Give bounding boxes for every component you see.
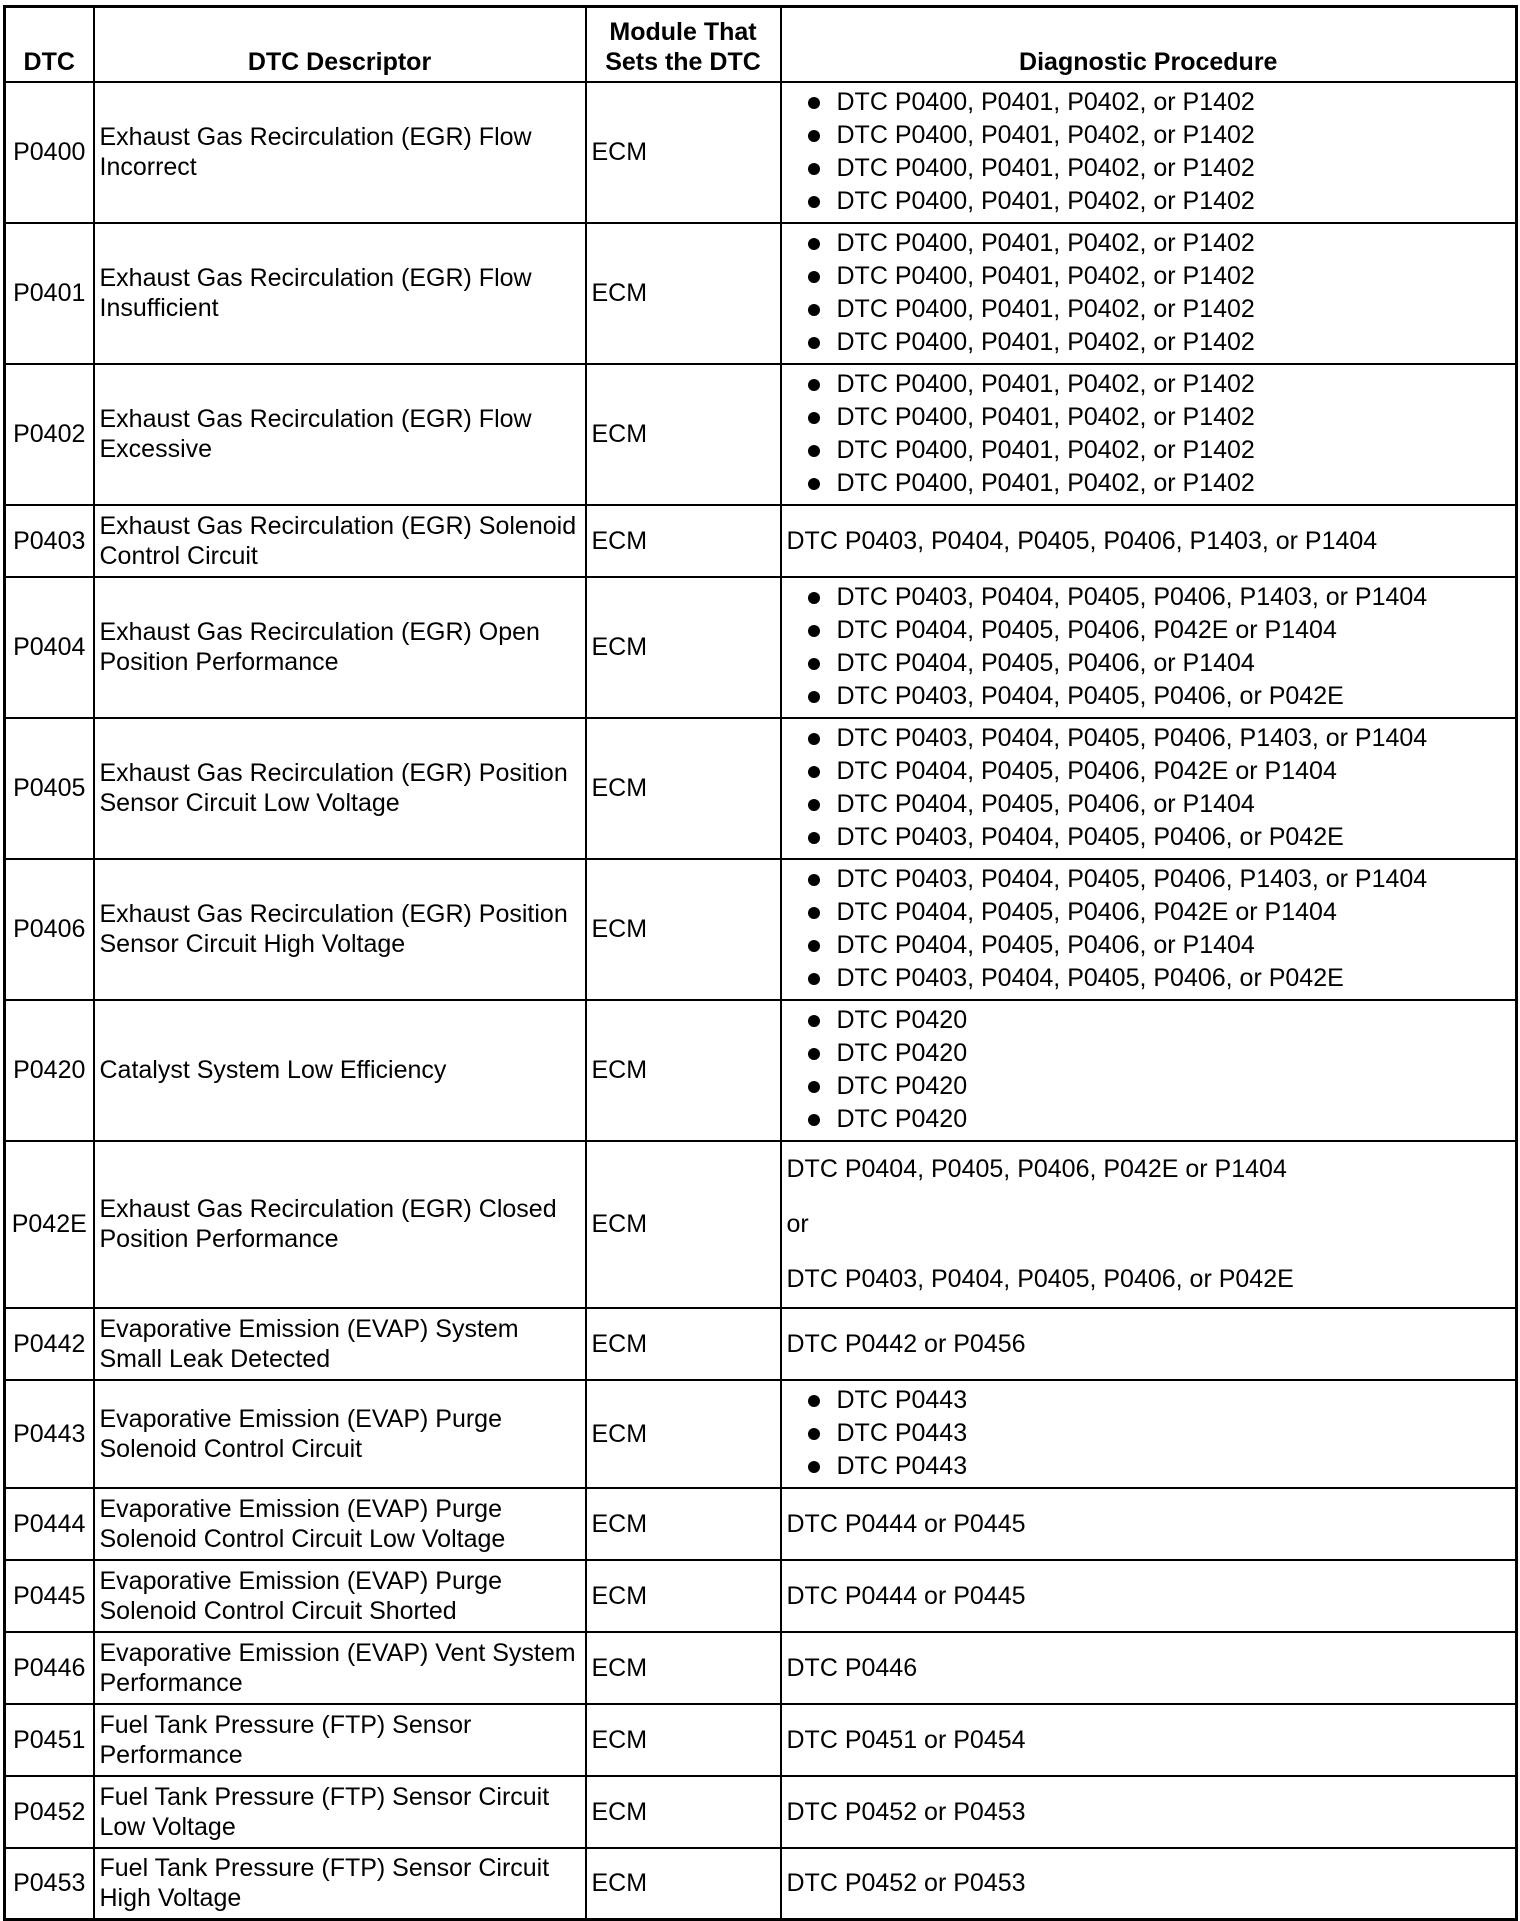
dtc-descriptor: Evaporative Emission (EVAP) Purge Solenoid Control Circuit (94, 1380, 586, 1488)
table-row (5, 1308, 1517, 1380)
dtc-descriptor: Exhaust Gas Recirculation (EGR) Open Position Performance (94, 577, 586, 718)
procedure-link[interactable]: DTC P0444 or P0445 (786, 1509, 1026, 1538)
bullet-icon (808, 196, 820, 208)
procedure-link[interactable]: DTC P0420 (836, 1105, 968, 1133)
procedure-list-item (787, 1103, 1511, 1136)
bullet-icon (808, 1081, 820, 1093)
procedure-list (787, 581, 1511, 713)
bullet-icon (808, 271, 820, 283)
procedure-list-item (787, 152, 1511, 185)
procedure-link[interactable]: DTC P0420 (836, 1072, 968, 1100)
procedure-link[interactable]: DTC P0446 (786, 1653, 918, 1682)
procedure-link[interactable]: DTC P0400, P0401, P0402, or P1402 (836, 370, 1255, 398)
bullet-icon (808, 832, 820, 844)
procedure-list (787, 86, 1511, 218)
procedure-link[interactable]: DTC P0400, P0401, P0402, or P1402 (836, 436, 1255, 464)
header-module (586, 7, 781, 82)
header-module-line1: Module That (609, 17, 757, 46)
procedure-link[interactable]: DTC P0403, P0404, P0405, P0406, P1403, or P1404 (836, 724, 1428, 752)
table-row (5, 1560, 1517, 1632)
dtc-code: P0442 (5, 1308, 94, 1380)
bullet-icon (808, 625, 820, 637)
table-row (5, 82, 1517, 223)
bullet-icon (808, 478, 820, 490)
procedure-list-item (787, 1384, 1511, 1417)
procedure-link[interactable]: DTC P0403, P0404, P0405, P0406, P1403, or P1404 (836, 583, 1428, 611)
dtc-code: P0403 (5, 505, 94, 577)
bullet-icon (808, 412, 820, 424)
bullet-icon (808, 940, 820, 952)
module-name: ECM (586, 364, 781, 505)
bullet-icon (808, 97, 820, 109)
diagnostic-procedure (781, 505, 1517, 577)
procedure-link[interactable]: DTC P0442 or P0456 (786, 1329, 1026, 1358)
procedure-link[interactable]: DTC P0443 (836, 1452, 968, 1480)
dtc-descriptor: Exhaust Gas Recirculation (EGR) Flow Excessive (94, 364, 586, 505)
diagnostic-procedure (781, 1141, 1517, 1308)
procedure-list-item (787, 962, 1511, 995)
procedure-list-item (787, 863, 1511, 896)
bullet-icon (808, 766, 820, 778)
procedure-link[interactable]: DTC P0404, P0405, P0406, or P1404 (836, 790, 1255, 818)
module-name: ECM (586, 577, 781, 718)
procedure-link[interactable]: DTC P0404, P0405, P0406, P042E or P1404 (836, 616, 1337, 644)
table-row (5, 859, 1517, 1000)
module-name: ECM (586, 1704, 781, 1776)
bullet-icon (808, 238, 820, 250)
table-row (5, 718, 1517, 859)
module-name: ECM (586, 223, 781, 364)
table-row (5, 1488, 1517, 1560)
diagnostic-procedure (781, 1000, 1517, 1141)
procedure-link[interactable]: DTC P0451 or P0454 (786, 1725, 1026, 1754)
procedure-link[interactable]: DTC P0404, P0405, P0406, or P1404 (836, 931, 1255, 959)
module-name: ECM (586, 1308, 781, 1380)
procedure-link[interactable]: DTC P0452 or P0453 (786, 1797, 1026, 1826)
procedure-list-item (787, 293, 1511, 326)
procedure-link[interactable]: DTC P0400, P0401, P0402, or P1402 (836, 121, 1255, 149)
dtc-code: P0404 (5, 577, 94, 718)
procedure-link[interactable]: DTC P0400, P0401, P0402, or P1402 (836, 187, 1255, 215)
diagnostic-procedure (781, 859, 1517, 1000)
procedure-link[interactable]: DTC P0400, P0401, P0402, or P1402 (836, 154, 1255, 182)
module-name: ECM (586, 1380, 781, 1488)
procedure-list-item (787, 821, 1511, 854)
procedure-list-item (787, 368, 1511, 401)
bullet-icon (808, 337, 820, 349)
procedure-link[interactable]: DTC P0404, P0405, P0406, P042E or P1404 (836, 757, 1337, 785)
procedure-link[interactable]: DTC P0400, P0401, P0402, or P1402 (836, 403, 1255, 431)
dtc-code: P0443 (5, 1380, 94, 1488)
procedure-list-item (787, 326, 1511, 359)
bullet-icon (808, 874, 820, 886)
module-name: ECM (586, 1848, 781, 1920)
procedure-list-item (787, 1037, 1511, 1070)
header-procedure: Diagnostic Procedure (781, 7, 1517, 82)
bullet-icon (808, 1114, 820, 1126)
module-name: ECM (586, 1560, 781, 1632)
table-row (5, 223, 1517, 364)
procedure-list-item (787, 929, 1511, 962)
procedure-list-item (787, 680, 1511, 713)
procedure-list-item (787, 1450, 1511, 1483)
procedure-list-item (787, 434, 1511, 467)
dtc-descriptor: Fuel Tank Pressure (FTP) Sensor Circuit High Voltage (94, 1848, 586, 1920)
bullet-icon (808, 592, 820, 604)
procedure-list-item (787, 467, 1511, 500)
diagnostic-procedure (781, 1488, 1517, 1560)
table-row (5, 1632, 1517, 1704)
procedure-list (787, 863, 1511, 995)
dtc-code: P042E (5, 1141, 94, 1308)
procedure-list-item (787, 119, 1511, 152)
bullet-icon (808, 304, 820, 316)
diagnostic-procedure (781, 1380, 1517, 1488)
bullet-icon (808, 163, 820, 175)
dtc-code: P0453 (5, 1848, 94, 1920)
procedure-list-item (787, 788, 1511, 821)
table-row (5, 577, 1517, 718)
bullet-icon (808, 1461, 820, 1473)
dtc-table (3, 5, 1518, 1921)
bullet-icon (808, 379, 820, 391)
procedure-link[interactable]: DTC P0400, P0401, P0402, or P1402 (836, 328, 1255, 356)
dtc-descriptor: Fuel Tank Pressure (FTP) Sensor Circuit Low Voltage (94, 1776, 586, 1848)
module-name: ECM (586, 505, 781, 577)
module-name: ECM (586, 1776, 781, 1848)
bullet-icon (808, 691, 820, 703)
dtc-descriptor: Exhaust Gas Recirculation (EGR) Flow Incorrect (94, 82, 586, 223)
table-row (5, 1848, 1517, 1920)
bullet-icon (808, 733, 820, 745)
procedure-link[interactable]: DTC P0403, P0404, P0405, P0406, or P042E (786, 1264, 1294, 1293)
header-dtc: DTC (5, 7, 94, 82)
procedure-link[interactable]: DTC P0400, P0401, P0402, or P1402 (836, 262, 1255, 290)
module-name: ECM (586, 1488, 781, 1560)
module-name: ECM (586, 1632, 781, 1704)
procedure-link[interactable]: DTC P0400, P0401, P0402, or P1402 (836, 229, 1255, 257)
bullet-icon (808, 907, 820, 919)
procedure-list (787, 368, 1511, 500)
bullet-icon (808, 658, 820, 670)
procedure-list-item (787, 581, 1511, 614)
dtc-descriptor: Evaporative Emission (EVAP) Vent System Performance (94, 1632, 586, 1704)
diagnostic-procedure (781, 1704, 1517, 1776)
module-name: ECM (586, 859, 781, 1000)
bullet-icon (808, 1395, 820, 1407)
diagnostic-procedure (781, 1848, 1517, 1920)
procedure-link[interactable]: DTC P0403, P0404, P0405, P0406, or P042E (836, 964, 1344, 992)
dtc-code: P0420 (5, 1000, 94, 1141)
bullet-icon (808, 1015, 820, 1027)
procedure-link[interactable]: DTC P0400, P0401, P0402, or P1402 (836, 88, 1255, 116)
diagnostic-procedure (781, 1560, 1517, 1632)
dtc-descriptor: Fuel Tank Pressure (FTP) Sensor Performance (94, 1704, 586, 1776)
diagnostic-procedure (781, 1776, 1517, 1848)
procedure-list-item (787, 614, 1511, 647)
table-header-row (5, 7, 1517, 82)
dtc-code: P0401 (5, 223, 94, 364)
dtc-descriptor: Exhaust Gas Recirculation (EGR) Flow Insufficient (94, 223, 586, 364)
diagnostic-procedure (781, 1632, 1517, 1704)
dtc-descriptor: Exhaust Gas Recirculation (EGR) Position Sensor Circuit High Voltage (94, 859, 586, 1000)
dtc-code: P0445 (5, 1560, 94, 1632)
dtc-code: P0402 (5, 364, 94, 505)
procedure-link[interactable]: DTC P0452 or P0453 (786, 1869, 1026, 1898)
procedure-list (787, 722, 1511, 854)
procedure-list (787, 1384, 1511, 1483)
procedure-list-item (787, 1417, 1511, 1450)
procedure-link[interactable]: DTC P0404, P0405, P0406, or P1404 (836, 649, 1255, 677)
procedure-list (787, 1004, 1511, 1136)
dtc-code: P0452 (5, 1776, 94, 1848)
bullet-icon (808, 1428, 820, 1440)
dtc-code: P0400 (5, 82, 94, 223)
bullet-icon (808, 130, 820, 142)
diagnostic-procedure (781, 718, 1517, 859)
dtc-descriptor: Exhaust Gas Recirculation (EGR) Position Sensor Circuit Low Voltage (94, 718, 586, 859)
module-name: ECM (586, 1000, 781, 1141)
procedure-link[interactable]: DTC P0444 or P0445 (786, 1581, 1026, 1610)
procedure-link[interactable]: DTC P0443 (836, 1419, 968, 1447)
table-row (5, 364, 1517, 505)
module-name: ECM (586, 82, 781, 223)
procedure-list-item (787, 896, 1511, 929)
procedure-link[interactable]: DTC P0404, P0405, P0406, P042E or P1404 (836, 898, 1337, 926)
procedure-list-item (787, 1070, 1511, 1103)
header-descriptor: DTC Descriptor (94, 7, 586, 82)
procedure-link[interactable]: DTC P0403, P0404, P0405, P0406, P1403, or P1404 (836, 865, 1428, 893)
dtc-code: P0446 (5, 1632, 94, 1704)
procedure-list (787, 227, 1511, 359)
dtc-descriptor: Exhaust Gas Recirculation (EGR) Solenoid Control Circuit (94, 505, 586, 577)
dtc-code: P0406 (5, 859, 94, 1000)
procedure-list-item (787, 86, 1511, 119)
procedure-list-item (787, 722, 1511, 755)
module-name: ECM (586, 718, 781, 859)
table-row (5, 1704, 1517, 1776)
procedure-link[interactable]: DTC P0420 (836, 1039, 968, 1067)
dtc-descriptor: Evaporative Emission (EVAP) Purge Solenoid Control Circuit Low Voltage (94, 1488, 586, 1560)
bullet-icon (808, 973, 820, 985)
procedure-list-item (787, 185, 1511, 218)
bullet-icon (808, 1048, 820, 1060)
diagnostic-procedure (781, 223, 1517, 364)
procedure-link[interactable]: DTC P0404, P0405, P0406, P042E or P1404 (786, 1154, 1287, 1183)
procedure-link[interactable]: DTC P0400, P0401, P0402, or P1402 (836, 469, 1255, 497)
dtc-descriptor: Evaporative Emission (EVAP) System Small Leak Detected (94, 1308, 586, 1380)
procedure-list-item (787, 1004, 1511, 1037)
procedure-or-label: or (786, 1209, 809, 1238)
procedure-list-item (787, 260, 1511, 293)
bullet-icon (808, 799, 820, 811)
dtc-descriptor: Catalyst System Low Efficiency (94, 1000, 586, 1141)
table-row (5, 1000, 1517, 1141)
procedure-list-item (787, 647, 1511, 680)
bullet-icon (808, 445, 820, 457)
procedure-list-item (787, 227, 1511, 260)
procedure-list-item (787, 755, 1511, 788)
dtc-code: P0451 (5, 1704, 94, 1776)
diagnostic-procedure (781, 364, 1517, 505)
procedure-link[interactable]: DTC P0420 (836, 1006, 968, 1034)
procedure-link[interactable]: DTC P0403, P0404, P0405, P0406, P1403, or P1404 (786, 526, 1378, 555)
header-module-line2: Sets the DTC (605, 47, 761, 76)
dtc-code: P0444 (5, 1488, 94, 1560)
dtc-descriptor: Evaporative Emission (EVAP) Purge Solenoid Control Circuit Shorted (94, 1560, 586, 1632)
procedure-link[interactable]: DTC P0403, P0404, P0405, P0406, or P042E (836, 682, 1344, 710)
procedure-list-item (787, 401, 1511, 434)
module-name: ECM (586, 1141, 781, 1308)
diagnostic-procedure (781, 577, 1517, 718)
table-row (5, 1776, 1517, 1848)
procedure-link[interactable]: DTC P0403, P0404, P0405, P0406, or P042E (836, 823, 1344, 851)
table-row (5, 1380, 1517, 1488)
dtc-code: P0405 (5, 718, 94, 859)
table-row (5, 1141, 1517, 1308)
diagnostic-procedure (781, 82, 1517, 223)
table-row (5, 505, 1517, 577)
dtc-descriptor: Exhaust Gas Recirculation (EGR) Closed Position Performance (94, 1141, 586, 1308)
procedure-link[interactable]: DTC P0400, P0401, P0402, or P1402 (836, 295, 1255, 323)
procedure-link[interactable]: DTC P0443 (836, 1386, 968, 1414)
diagnostic-procedure (781, 1308, 1517, 1380)
